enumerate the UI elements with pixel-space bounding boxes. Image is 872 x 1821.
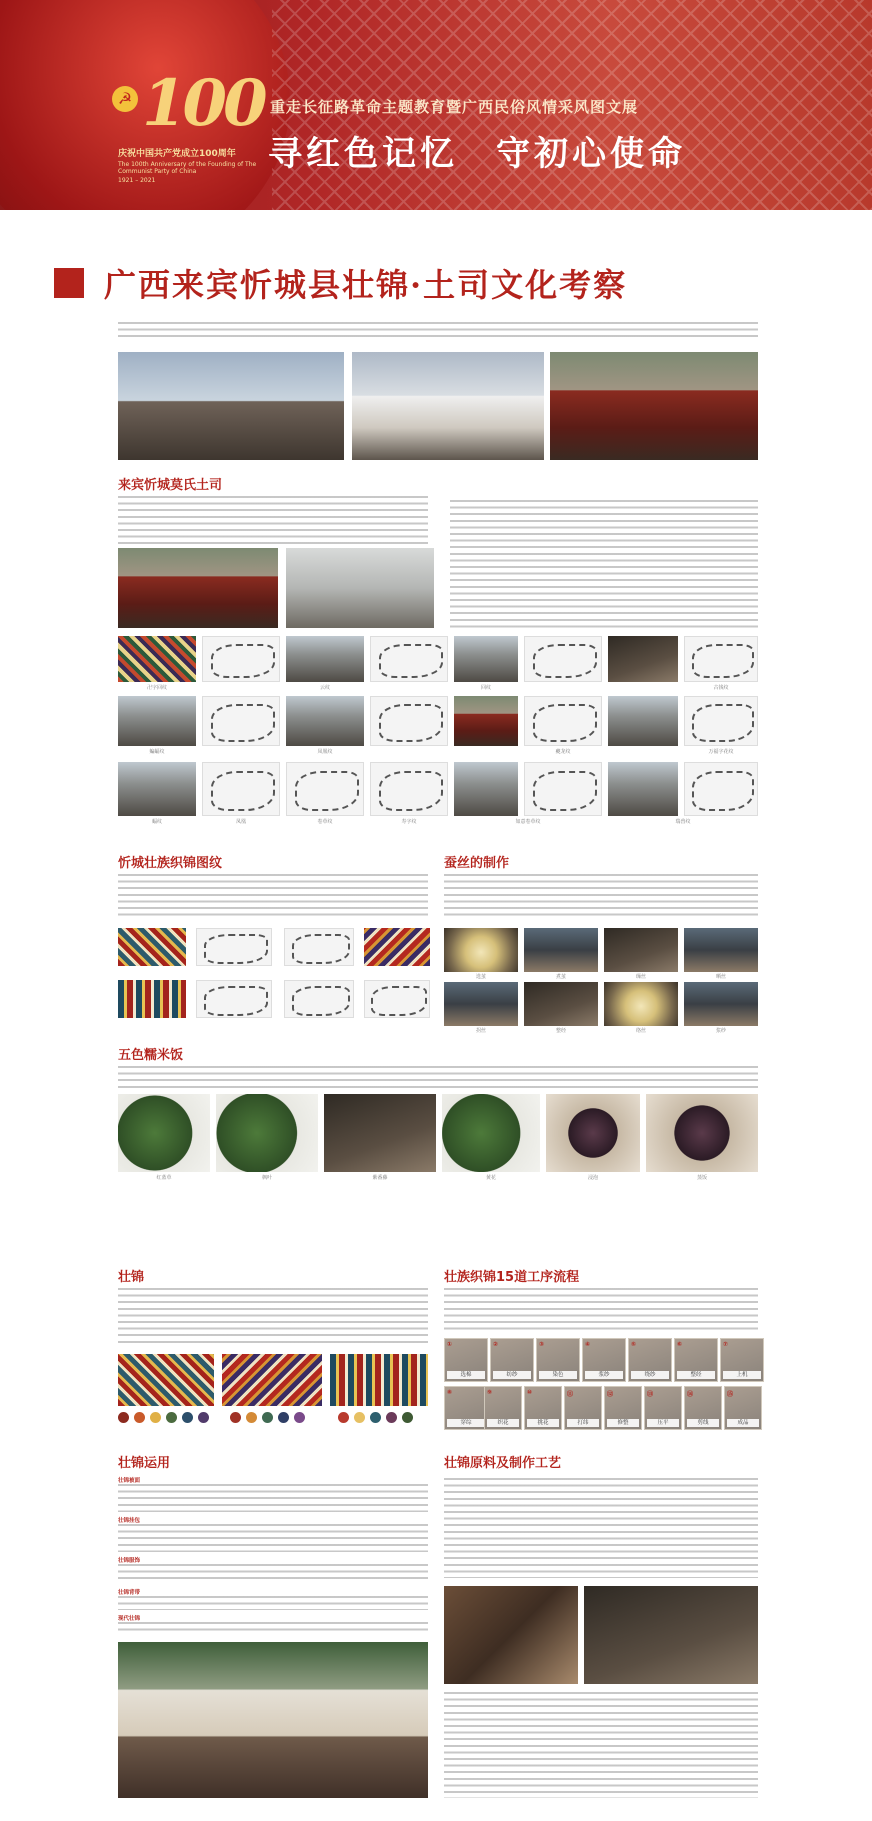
pattern-caption: 蝙蝠纹 bbox=[149, 749, 165, 755]
pattern-drawing bbox=[202, 762, 280, 816]
process-step-label: 剪线 bbox=[687, 1419, 719, 1427]
color-swatch bbox=[338, 1412, 349, 1423]
process-step: ⑨ 织花 bbox=[484, 1386, 522, 1430]
color-swatch bbox=[370, 1412, 381, 1423]
pattern-caption: 回纹 bbox=[480, 685, 491, 691]
color-swatch bbox=[198, 1412, 209, 1423]
usage-subhead: 现代壮锦 bbox=[118, 1616, 141, 1622]
silk-caption: 缫丝 bbox=[635, 974, 646, 980]
color-swatch bbox=[402, 1412, 413, 1423]
pattern-photo bbox=[608, 762, 678, 816]
process-step-label: 绕纱 bbox=[631, 1371, 669, 1379]
banner-slogan: 寻红色记忆 守初心使命 bbox=[268, 134, 686, 174]
rice-ingredient-photo bbox=[216, 1094, 318, 1172]
pattern-drawing bbox=[524, 762, 602, 816]
rice-caption: 黄花 bbox=[485, 1175, 496, 1181]
materials-paragraph-2 bbox=[444, 1692, 758, 1798]
section-title-zhuang-brocade: 壮锦 bbox=[118, 1270, 145, 1285]
pattern-photo bbox=[454, 636, 518, 682]
process-step-label: 成品 bbox=[727, 1419, 759, 1427]
color-swatch bbox=[230, 1412, 241, 1423]
section-title-rice: 五色糯米饭 bbox=[118, 1048, 184, 1063]
silk-paragraph bbox=[444, 874, 758, 920]
logo-year-start: 1921 bbox=[118, 177, 134, 184]
brocade-sample bbox=[118, 928, 186, 966]
header-banner bbox=[0, 0, 872, 210]
brocade-sample bbox=[118, 980, 186, 1018]
process-step: ⑥ 整经 bbox=[674, 1338, 718, 1382]
process-step-label: 纺纱 bbox=[493, 1371, 531, 1379]
color-swatch bbox=[246, 1412, 257, 1423]
pattern-caption: 卍字回纹 bbox=[146, 685, 167, 691]
silk-caption: 晒丝 bbox=[715, 974, 726, 980]
silk-step-photo bbox=[524, 928, 598, 972]
usage-paragraph bbox=[118, 1484, 428, 1512]
color-swatch bbox=[354, 1412, 365, 1423]
process-step-label: 挑花 bbox=[527, 1419, 559, 1427]
logo-caption-en: The 100th Anniversary of the Founding of The Communist Party of China bbox=[118, 161, 257, 175]
silk-step-photo bbox=[604, 982, 678, 1026]
usage-paragraph bbox=[118, 1564, 428, 1584]
pattern-drawing bbox=[684, 696, 758, 746]
title-square-icon bbox=[54, 268, 84, 298]
logo-year-end: 2021 bbox=[140, 177, 156, 184]
steps-grid bbox=[444, 1338, 762, 1434]
steps-paragraph bbox=[444, 1288, 758, 1332]
photo-tusi-archway bbox=[352, 352, 544, 460]
pattern-drawing bbox=[524, 696, 602, 746]
pattern-photo bbox=[118, 636, 196, 682]
brocade-photo bbox=[222, 1354, 322, 1406]
brocade-pattern-drawing bbox=[364, 980, 430, 1018]
pattern-caption: 如意卷草纹 bbox=[515, 819, 541, 825]
color-swatch bbox=[262, 1412, 273, 1423]
pattern-caption: 万福字花纹 bbox=[708, 749, 734, 755]
process-step-label: 穿综 bbox=[447, 1419, 485, 1427]
usage-subhead: 壮锦被面 bbox=[118, 1478, 141, 1484]
pattern-drawing bbox=[370, 762, 448, 816]
silk-step-photo bbox=[444, 982, 518, 1026]
rice-ingredient-photo bbox=[324, 1094, 436, 1172]
section-title-silk: 蚕丝的制作 bbox=[444, 856, 510, 871]
color-swatch bbox=[166, 1412, 177, 1423]
page-title: 广西来宾忻城县壮锦·土司文化考察 bbox=[104, 266, 628, 304]
section-title-mo-shi: 来宾忻城莫氏土司 bbox=[118, 478, 223, 493]
rice-step-photo bbox=[546, 1094, 640, 1172]
zhuang-brocade-paragraph bbox=[118, 1288, 428, 1346]
color-swatch bbox=[278, 1412, 289, 1423]
process-step-label: 浆纱 bbox=[585, 1371, 623, 1379]
process-step: ⑩ 挑花 bbox=[524, 1386, 562, 1430]
photo-tusi-courtyard bbox=[550, 352, 758, 460]
party-emblem-icon: ☭ bbox=[112, 86, 138, 112]
banner-subtitle: 重走长征路革命主题教育暨广西民俗风情采风图文展 bbox=[270, 98, 639, 116]
color-swatch bbox=[150, 1412, 161, 1423]
photo-group-visit bbox=[118, 1642, 428, 1798]
usage-subhead: 壮锦挂包 bbox=[118, 1518, 141, 1524]
silk-caption: 浆纱 bbox=[715, 1028, 726, 1034]
color-swatch bbox=[386, 1412, 397, 1423]
logo-number: 100 bbox=[142, 66, 264, 141]
usage-subhead: 壮锦服饰 bbox=[118, 1558, 141, 1564]
color-swatch-row bbox=[118, 1412, 438, 1424]
logo-caption: 庆祝中国共产党成立100周年 The 100th Anniversary of the Founding of The Communist Party of China 1921 – 2021 bbox=[118, 146, 268, 184]
rice-caption: 浸泡 bbox=[587, 1175, 598, 1181]
pattern-drawing bbox=[684, 636, 758, 682]
pattern-photo bbox=[608, 696, 678, 746]
rice-step-photo bbox=[646, 1094, 758, 1172]
brocade-pattern-drawing bbox=[284, 928, 354, 966]
rice-caption: 枫叶 bbox=[261, 1175, 272, 1181]
silk-caption: 选茧 bbox=[475, 974, 486, 980]
pattern-caption: 蝠纹 bbox=[151, 819, 162, 825]
process-step: ⑦ 上机 bbox=[720, 1338, 764, 1382]
pattern-drawing bbox=[202, 696, 280, 746]
pattern-caption: 寿字纹 bbox=[401, 819, 417, 825]
photo-tusi-gate bbox=[118, 352, 344, 460]
silk-step-photo bbox=[684, 982, 758, 1026]
brocade-pattern-drawing bbox=[196, 928, 272, 966]
photo-tusi-wall bbox=[286, 548, 434, 628]
section-title-brocade-usage: 壮锦运用 bbox=[118, 1456, 171, 1471]
pattern-caption: 瑞兽纹 bbox=[675, 819, 691, 825]
usage-paragraph bbox=[118, 1524, 428, 1552]
silk-caption: 拐丝 bbox=[475, 1028, 486, 1034]
logo-caption-cn: 庆祝中国共产党成立100周年 bbox=[118, 149, 236, 159]
process-step: ⑫ 修整 bbox=[604, 1386, 642, 1430]
brocade-photo bbox=[330, 1354, 428, 1406]
section-title-15-steps: 壮族织锦15道工序流程 bbox=[444, 1270, 580, 1285]
pattern-photo bbox=[286, 696, 364, 746]
pattern-caption: 凤凰 bbox=[235, 819, 246, 825]
pattern-drawing bbox=[202, 636, 280, 682]
pattern-drawing bbox=[286, 762, 364, 816]
section-title-brocade-patterns: 忻城壮族织锦图纹 bbox=[118, 856, 223, 871]
process-step: ② 纺纱 bbox=[490, 1338, 534, 1382]
pattern-photo bbox=[118, 762, 196, 816]
brocade-sample bbox=[364, 928, 430, 966]
process-step: ④ 浆纱 bbox=[582, 1338, 626, 1382]
silk-step-photo bbox=[444, 928, 518, 972]
color-swatch bbox=[134, 1412, 145, 1423]
process-step-label: 压平 bbox=[647, 1419, 679, 1427]
usage-paragraph bbox=[118, 1596, 428, 1610]
brocade-pattern-drawing bbox=[196, 980, 272, 1018]
rice-caption: 紫番藤 bbox=[372, 1175, 388, 1181]
pattern-photo bbox=[286, 636, 364, 682]
process-step: ⑤ 绕纱 bbox=[628, 1338, 672, 1382]
section-title-materials: 壮锦原料及制作工艺 bbox=[444, 1456, 562, 1471]
silk-caption: 络丝 bbox=[635, 1028, 646, 1034]
mo-shi-paragraph-right bbox=[450, 500, 758, 630]
rice-ingredient-photo bbox=[118, 1094, 210, 1172]
brocade-pattern-drawing bbox=[284, 980, 354, 1018]
rice-ingredient-photo bbox=[442, 1094, 540, 1172]
photo-loom bbox=[444, 1586, 578, 1684]
usage-paragraph bbox=[118, 1622, 428, 1634]
rice-caption: 蒸饭 bbox=[696, 1175, 707, 1181]
pattern-caption: 云纹 bbox=[319, 685, 330, 691]
pattern-drawing bbox=[524, 636, 602, 682]
intro-paragraph bbox=[118, 322, 758, 342]
photo-tusi-plaque bbox=[118, 548, 278, 628]
process-step: ① 选棉 bbox=[444, 1338, 488, 1382]
process-step-label: 染色 bbox=[539, 1371, 577, 1379]
silk-step-photo bbox=[524, 982, 598, 1026]
process-step: ⑪ 打纬 bbox=[564, 1386, 602, 1430]
silk-step-photo bbox=[604, 928, 678, 972]
process-step: ⑧ 穿综 bbox=[444, 1386, 488, 1430]
process-step: ⑭ 剪线 bbox=[684, 1386, 722, 1430]
centenary-logo bbox=[117, 66, 264, 144]
pattern-photo bbox=[608, 636, 678, 682]
silk-caption: 整经 bbox=[555, 1028, 566, 1034]
rice-caption: 红蓝草 bbox=[156, 1175, 172, 1181]
process-step-label: 打纬 bbox=[567, 1419, 599, 1427]
usage-subhead: 壮锦背带 bbox=[118, 1590, 141, 1596]
process-step: ⑬ 压平 bbox=[644, 1386, 682, 1430]
pattern-photo bbox=[454, 762, 518, 816]
page-title-row bbox=[0, 254, 872, 310]
process-step-label: 选棉 bbox=[447, 1371, 485, 1379]
silk-caption: 煮茧 bbox=[555, 974, 566, 980]
pattern-caption: 夔龙纹 bbox=[555, 749, 571, 755]
pattern-drawing bbox=[370, 636, 448, 682]
color-swatch bbox=[294, 1412, 305, 1423]
pattern-caption: 古钱纹 bbox=[713, 685, 729, 691]
photo-weaving bbox=[584, 1586, 758, 1684]
brocade-photo bbox=[118, 1354, 214, 1406]
process-step: ③ 染色 bbox=[536, 1338, 580, 1382]
color-swatch bbox=[118, 1412, 129, 1423]
pattern-drawing bbox=[684, 762, 758, 816]
process-step-label: 修整 bbox=[607, 1419, 639, 1427]
rice-paragraph bbox=[118, 1066, 758, 1088]
pattern-photo bbox=[118, 696, 196, 746]
materials-paragraph bbox=[444, 1478, 758, 1578]
process-step-label: 整经 bbox=[677, 1371, 715, 1379]
pattern-caption: 凤凰纹 bbox=[317, 749, 333, 755]
process-step-label: 织花 bbox=[487, 1419, 519, 1427]
color-swatch bbox=[182, 1412, 193, 1423]
pattern-caption: 卷草纹 bbox=[317, 819, 333, 825]
pattern-photo bbox=[454, 696, 518, 746]
brocade-patterns-paragraph bbox=[118, 874, 428, 920]
process-step: ⑮ 成品 bbox=[724, 1386, 762, 1430]
process-step-label: 上机 bbox=[723, 1371, 761, 1379]
mo-shi-paragraph bbox=[118, 496, 428, 544]
pattern-drawing bbox=[370, 696, 448, 746]
silk-step-photo bbox=[684, 928, 758, 972]
